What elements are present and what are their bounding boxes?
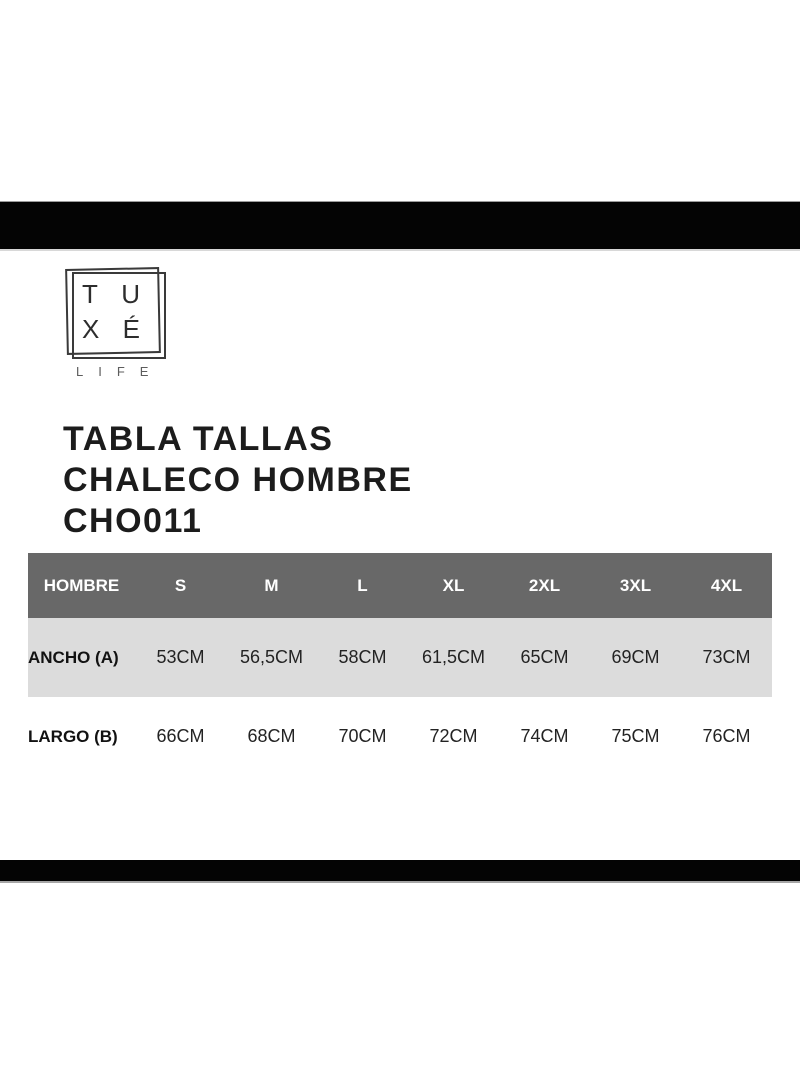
logo-letter-t: T (82, 279, 98, 309)
header-cell-m: M (264, 575, 279, 595)
largo-value-m: 68CM (247, 726, 296, 746)
page-title (63, 419, 623, 542)
largo-value-3xl: 75CM (611, 726, 660, 746)
ancho-value-3xl: 69CM (611, 647, 660, 667)
row-label-ancho: ANCHO (A) (28, 647, 119, 667)
largo-value-l: 70CM (338, 726, 387, 746)
table-row-ancho (28, 618, 772, 697)
row-label-largo: LARGO (B) (28, 726, 118, 746)
header-cell-xl: XL (442, 575, 465, 595)
ancho-value-xl: 61,5CM (421, 647, 486, 667)
ancho-value-l: 58CM (338, 647, 387, 667)
ancho-value-2xl: 65CM (520, 647, 569, 667)
largo-value-2xl: 74CM (520, 726, 569, 746)
bottom-frame-bar (0, 860, 800, 883)
header-cell-3xl: 3XL (619, 575, 652, 595)
ancho-value-m: 56,5CM (239, 647, 304, 667)
table-row-largo (28, 697, 772, 776)
title-line-1: TABLA TALLAS (63, 420, 334, 458)
header-cell-l: L (357, 575, 368, 595)
largo-value-xl: 72CM (429, 726, 478, 746)
header-cell-4xl: 4XL (710, 575, 743, 595)
logo-letter-x: X (82, 314, 100, 344)
brand-logo (82, 279, 140, 344)
ancho-value-4xl: 73CM (702, 647, 751, 667)
size-table-header (28, 553, 772, 618)
logo-row-tu (82, 279, 140, 309)
header-cell-s: S (174, 575, 187, 595)
brand-tagline: LIFE (76, 364, 164, 379)
ancho-value-s: 53CM (156, 647, 205, 667)
largo-value-4xl: 76CM (702, 726, 751, 746)
top-frame-bar (0, 201, 800, 251)
title-line-3: CHO011 (63, 502, 203, 540)
title-line-2: CHALECO HOMBRE (63, 461, 413, 499)
header-cell-hombre: HOMBRE (43, 575, 120, 595)
largo-value-s: 66CM (156, 726, 205, 746)
logo-letter-u: U (121, 279, 140, 309)
size-table (28, 553, 772, 776)
logo-letter-e: É (122, 314, 140, 344)
logo-row-xe (82, 314, 140, 344)
header-cell-2xl: 2XL (528, 575, 561, 595)
